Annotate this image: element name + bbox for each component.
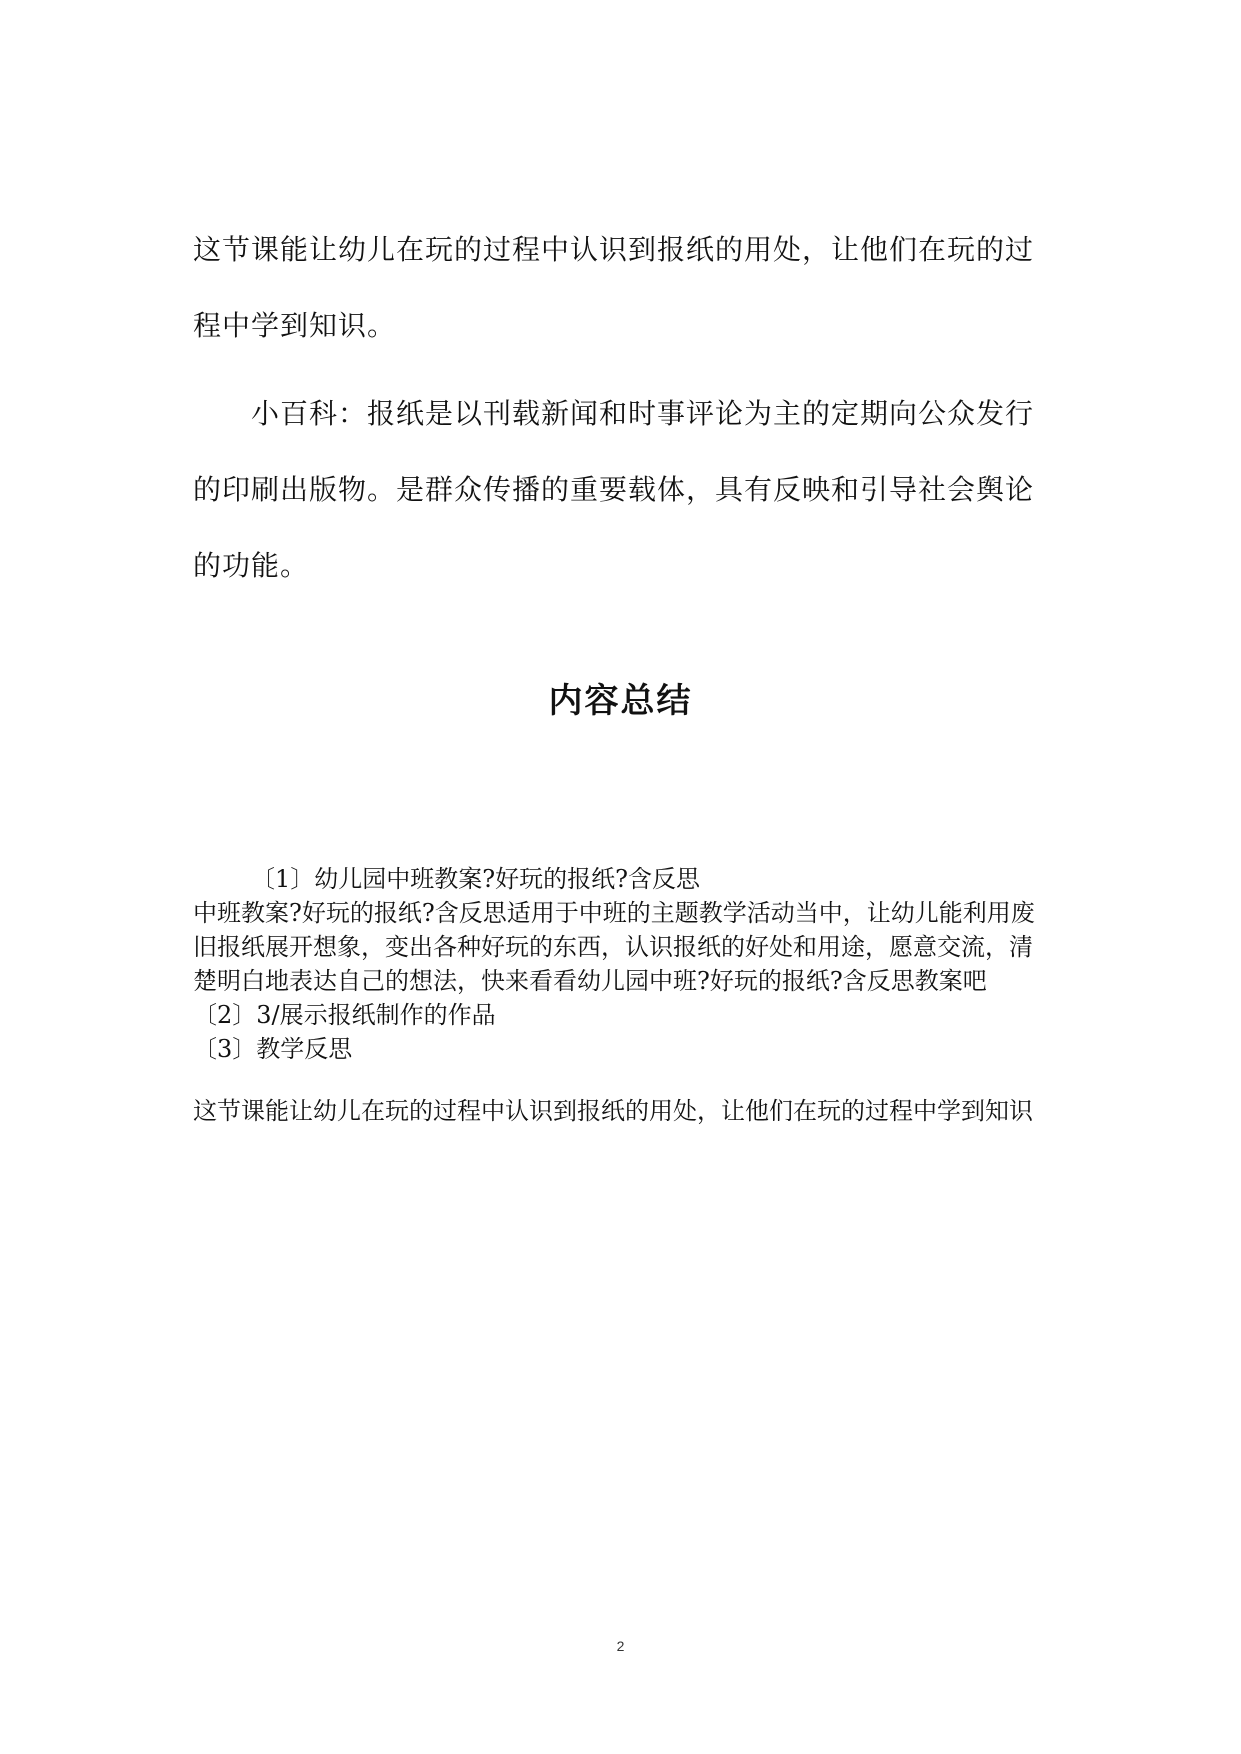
summary-closing: 这节课能让幼儿在玩的过程中认识到报纸的用处，让他们在玩的过程中学到知识 <box>193 1097 1033 1125</box>
summary-title: 内容总结 <box>548 681 693 721</box>
summary-item-1-heading: 〔1〕幼儿园中班教案?好玩的报纸?含反思 <box>251 865 701 893</box>
summary-spacer <box>193 1066 1053 1094</box>
summary-item-3: 〔3〕教学反思 <box>193 1035 353 1063</box>
summary-item-2: 〔2〕3/展示报纸制作的作品 <box>193 1001 496 1029</box>
summary-section <box>193 862 1053 1128</box>
paragraph-encyclopedia: 小百科：报纸是以刊载新闻和时事评论为主的定期向公众发行的印刷出版物。是群众传播的重要载体，具有反映和引导社会舆论的功能。 <box>193 397 1035 582</box>
summary-item-1-body: 中班教案?好玩的报纸?含反思适用于中班的主题教学活动当中，让幼儿能利用废旧报纸展开想象，变出各种好玩的东西，认识报纸的好处和用途，愿意交流，清楚明白地表达自己的想法，快来看看幼儿园中班?好玩的报纸?含反思教案吧 <box>193 899 1035 995</box>
page-number: 2 <box>616 1638 625 1654</box>
paragraph-lesson-benefit: 这节课能让幼儿在玩的过程中认识到报纸的用处，让他们在玩的过程中学到知识。 <box>193 233 1035 342</box>
